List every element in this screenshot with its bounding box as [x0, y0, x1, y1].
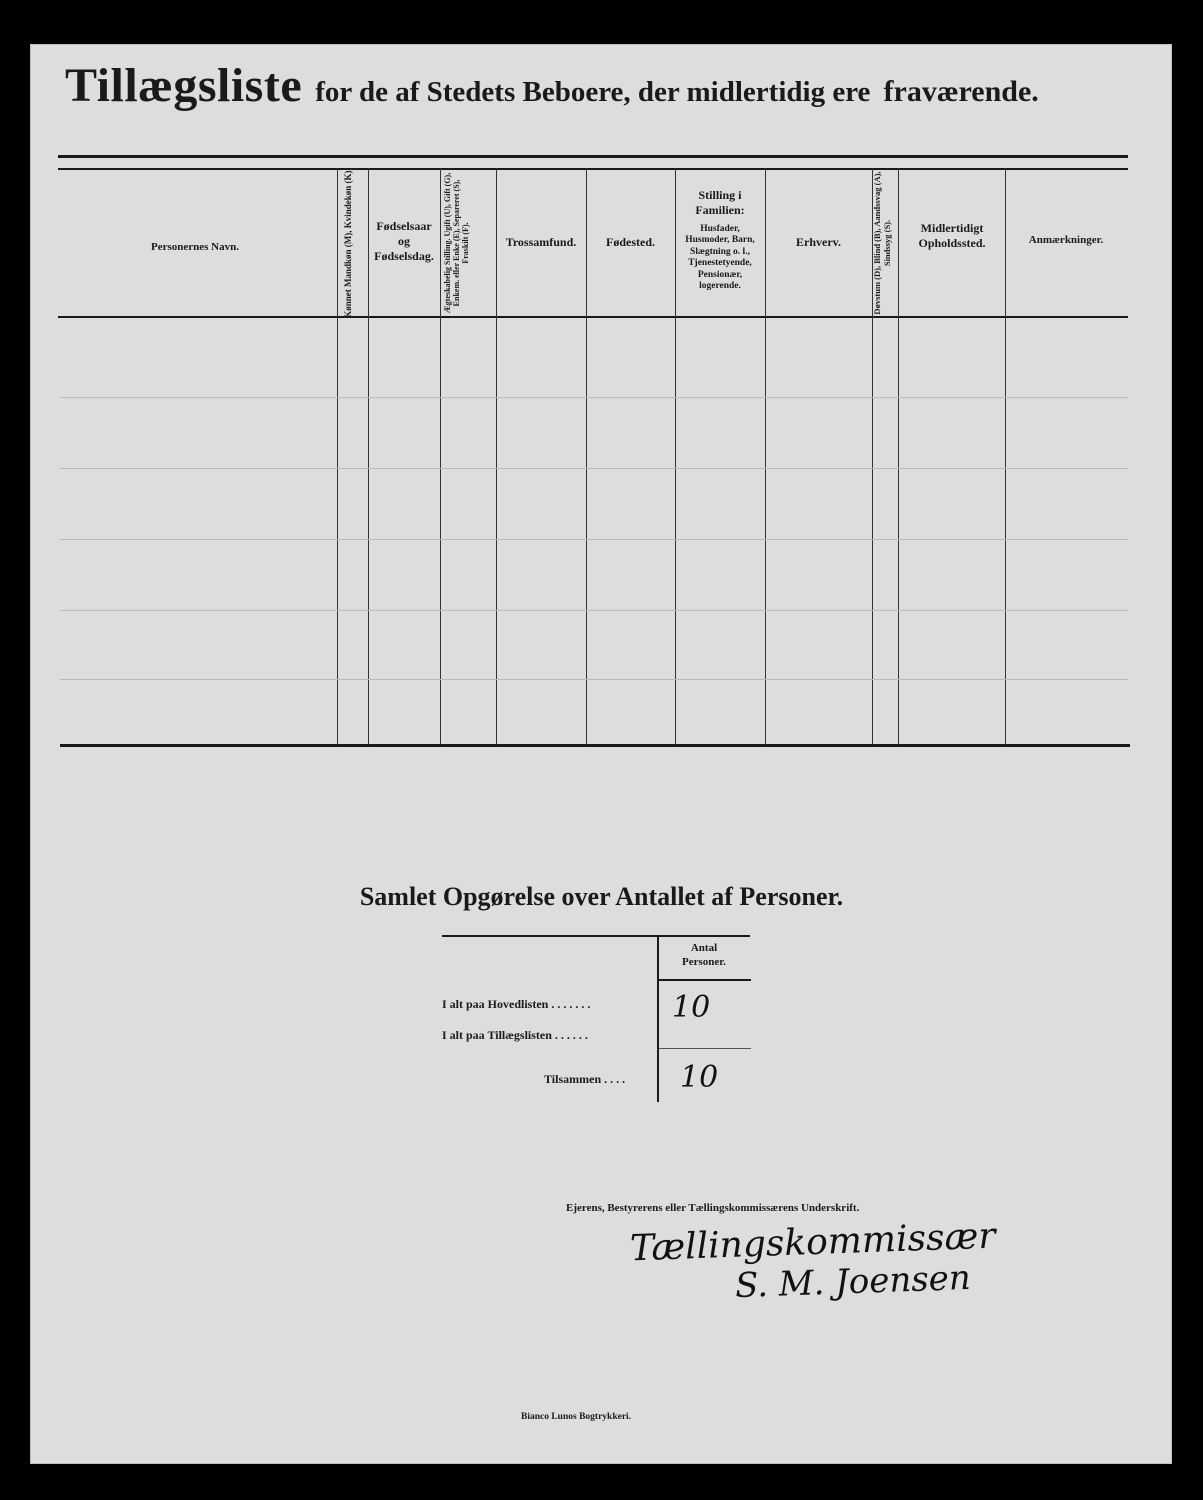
table-bottom-rule [60, 744, 1130, 747]
column-header-religion: Trossamfund. [505, 235, 577, 249]
summary-subtotal-rule [659, 1048, 751, 1049]
signature-title: Tællingskommissær [629, 1215, 997, 1270]
table-top-rule-thin [58, 168, 1128, 170]
column-header-marital: Ægteskabelig Stilling. Ugift (U), Gift (G), Enkem. eller Enke (E), Separeret (S), Fraskilt (F). [443, 172, 470, 314]
column-divider [1005, 168, 1006, 745]
row-line [60, 539, 1128, 540]
column-header-family-title: Stilling i Familien: [695, 188, 745, 217]
column-header-birth-year: Fødselsaar [376, 219, 432, 233]
column-divider [898, 168, 899, 745]
column-header-birthplace: Fødested. [606, 235, 655, 249]
column-header-remarks: Anmærkninger. [1028, 234, 1104, 246]
table-header-rule [58, 316, 1128, 318]
signature-caption: Ejerens, Bestyrerens eller Tællingskommissærens Underskrift. [566, 1202, 860, 1214]
row-line [60, 679, 1128, 680]
column-divider [586, 168, 587, 745]
summary-col-header [659, 942, 749, 970]
title-main: Tillægsliste [65, 59, 303, 112]
column-divider [440, 168, 441, 745]
row-line [60, 468, 1128, 469]
summary-header-rule [659, 979, 751, 981]
summary-title: Samlet Opgørelse over Antallet af Personer. [359, 882, 844, 911]
page-title [65, 58, 1095, 113]
column-divider [496, 168, 497, 745]
column-header-family-desc: Husfader, Husmoder, Barn, Slægtning o. l., Tjenestetyende, Pensionær, logerende. [685, 224, 755, 291]
column-header-names: Personernes Navn. [151, 241, 239, 253]
column-divider [337, 168, 338, 745]
column-header-temp-residence: Midlertidigt Opholdssted. [918, 221, 986, 250]
summary-top-rule [442, 935, 750, 937]
census-sheet [30, 44, 1172, 1464]
row-line [60, 610, 1128, 611]
summary-col-header-2: Personer. [682, 955, 726, 968]
summary-label-total: Tilsammen . . . . [544, 1072, 626, 1086]
column-divider [765, 168, 766, 745]
summary-label-main-list: I alt paa Hovedlisten . . . . . . . [442, 997, 591, 1011]
title-subtitle: for de af Stedets Beboere, der midlertidig ere [315, 76, 871, 108]
table-top-rule [58, 155, 1128, 158]
summary-col-header-1: Antal [690, 942, 718, 954]
printer-imprint: Bianco Lunos Bogtrykkeri. [521, 1412, 632, 1422]
column-header-family-position [677, 188, 763, 292]
summary-label-supplement-list: I alt paa Tillægslisten . . . . . . [442, 1028, 588, 1042]
column-header-sex: Kønnet Mandkøn (M), Kvindekøn (K). [343, 168, 353, 318]
summary-value-total: 10 [680, 1060, 719, 1095]
column-header-birth [368, 219, 440, 264]
column-divider [675, 168, 676, 745]
signature-name: S. M. Joensen [734, 1257, 972, 1307]
summary-value-main-list: 10 [672, 990, 711, 1025]
column-header-occupation: Erhverv. [796, 235, 841, 249]
row-line [60, 397, 1128, 398]
column-header-birth-day: Fødselsdag. [374, 249, 434, 263]
title-emphasis: fraværende. [883, 75, 1039, 108]
column-header-disability: Døvstum (D), Blind (B), Aandssvag (A), Sindssyg (S). [872, 171, 892, 315]
column-header-birth-and: og [398, 234, 410, 248]
